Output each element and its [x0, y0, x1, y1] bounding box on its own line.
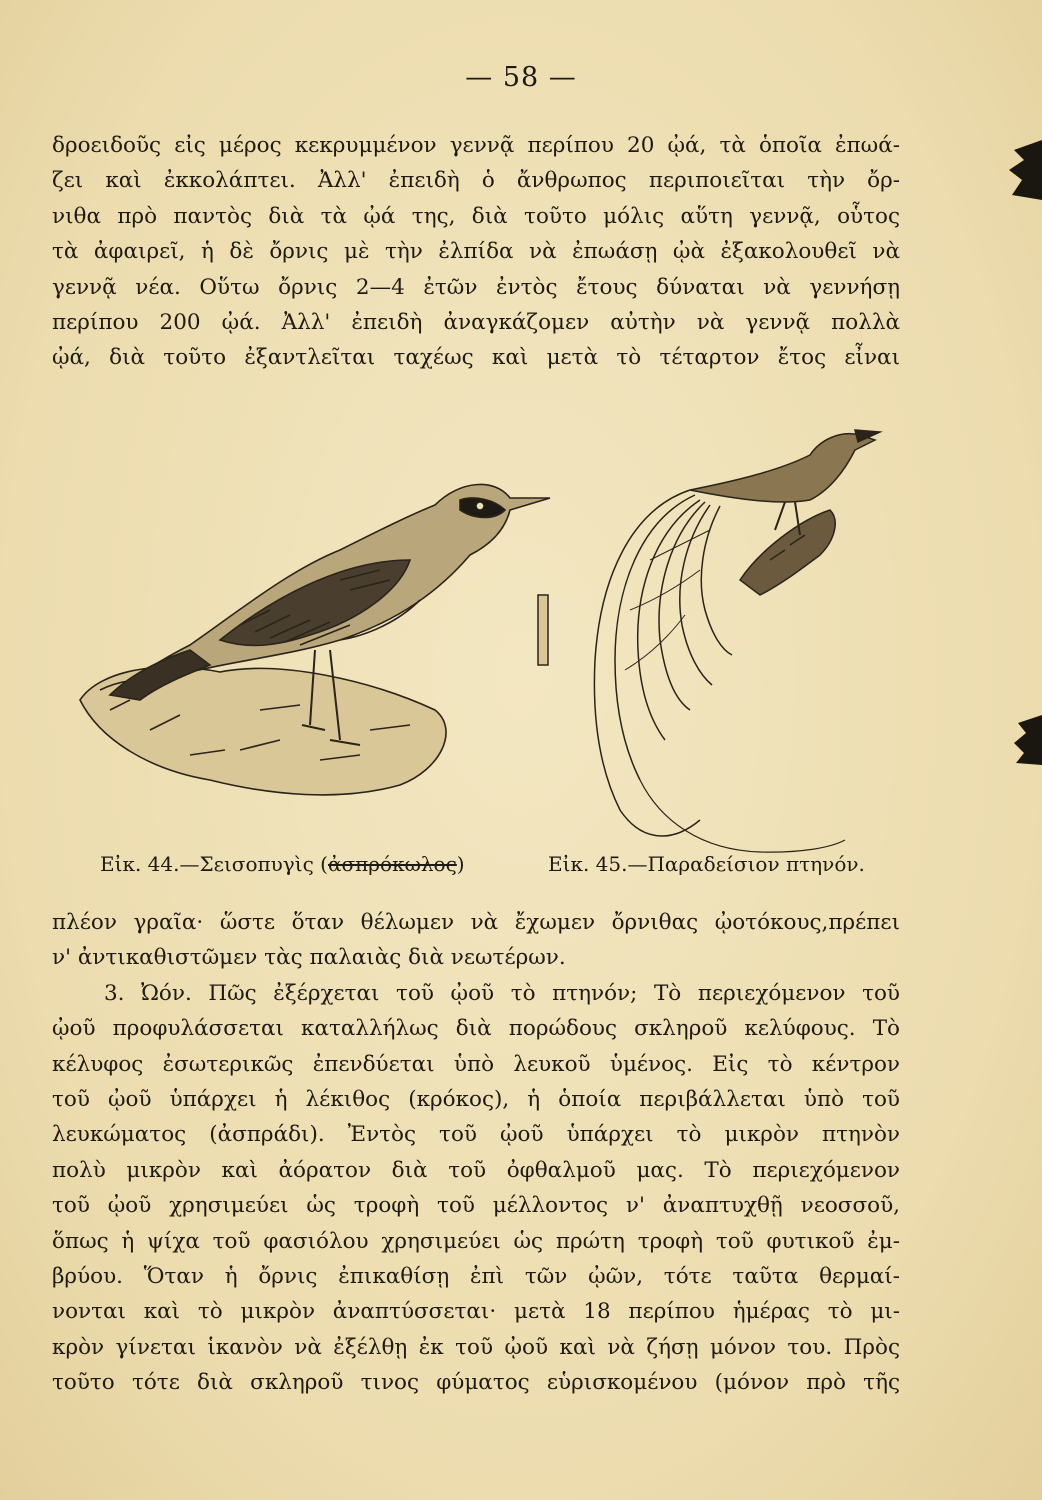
bird-of-paradise-illustration [538, 430, 880, 852]
text-line: ν' ἀντικαθιστῶμεν τὰς παλαιὰς διὰ νεωτέρων. [52, 945, 566, 971]
text-line: ὅπως ἡ ψίχα τοῦ φασιόλου χρησιμεύει ὡς πρώτη τροφὴ τοῦ φυτικοῦ ἐμ- [52, 1228, 900, 1254]
text-line: λευκώματος (ἀσπράδι). Ἐντὸς τοῦ ᾠοῦ ὑπάρχει τὸ μικρὸν πτηνὸν [52, 1122, 900, 1148]
text-line: τοῦ ᾠοῦ ὑπάρχει ἡ λέκιθος (κρόκος), ἡ ὁποία περιβάλλεται ὑπὸ τοῦ [52, 1087, 900, 1113]
caption-struck-text: ἀσπρόκωλος [327, 852, 457, 876]
text-line: κρὸν γίνεται ἱκανὸν νὰ ἐξέλθῃ ἐκ τοῦ ᾠοῦ καὶ νὰ ζήσῃ μόνον του. Πρὸς [52, 1334, 900, 1360]
text-line: πολὺ μικρὸν καὶ ἀόρατον διὰ τοῦ ὀφθαλμοῦ μας. Τὸ περιεχόμενον [52, 1157, 900, 1183]
text-line: τὰ ἀφαιρεῖ, ἡ δὲ ὄρνις μὲ τὴν ἐλπίδα νὰ ἐπωάσῃ ᾠὰ ἐξακολουθεῖ νὰ [52, 239, 900, 265]
text-line: ᾠοῦ προφυλάσσεται καταλλήλως διὰ πορώδους σκληροῦ κελύφους. Τὸ [52, 1016, 900, 1042]
text-line: πλέον γραῖα· ὥστε ὅταν θέλωμεν νὰ ἔχωμεν ὄρνιθας ᾠοτόκους,πρέπει [52, 910, 900, 935]
paragraph-bottom [52, 905, 900, 1401]
text-line: νιθα πρὸ παντὸς διὰ τὰ ᾠά της, διὰ τοῦτο μόλις αὕτη γεννᾷ, οὗτος [52, 203, 900, 229]
text-line: τοῦ ᾠοῦ χρησιμεύει ὡς τροφὴ τοῦ μέλλοντος ν' ἀναπτυχθῇ νεοσσοῦ, [52, 1193, 900, 1219]
section-heading-line: 3. Ὠόν. Πῶς ἐξέρχεται τοῦ ᾠοῦ τὸ πτηνόν; Τὸ περιεχόμενον τοῦ [104, 980, 900, 1006]
text-line: κέλυφος ἐσωτερικῶς ἐπενδύεται ὑπὸ λευκοῦ ὑμένος. Εἰς τὸ κέντρον [52, 1051, 900, 1077]
figure-44-caption [100, 852, 465, 876]
caption-text: Εἰκ. 44.—Σεισοπυγὶς ( [100, 852, 328, 876]
illustrations [40, 410, 1000, 855]
text-line: τοῦτο τότε διὰ σκληροῦ τινος φύματος εὑρισκομένου (μόνον πρὸ τῆς [52, 1370, 900, 1396]
text-line: ζει καὶ ἐκκολάπτει. Ἀλλ' ἐπειδὴ ὁ ἄνθρωπος περιποιεῖται τὴν ὄρ- [52, 168, 900, 194]
text-line: δροειδοῦς εἰς μέρος κεκρυμμένον γεννᾷ περίπου 20 ᾠά, τὰ ὁποῖα ἐπωά- [52, 133, 900, 158]
figure-45-caption: Εἰκ. 45.—Παραδείσιον πτηνόν. [548, 852, 865, 876]
text-line: περίπου 200 ᾠά. Ἀλλ' ἐπειδὴ ἀναγκάζομεν αὐτὴν νὰ γεννᾷ πολλὰ [52, 310, 900, 336]
text-line: νονται καὶ τὸ μικρὸν ἀναπτύσσεται· μετὰ 18 περίπου ἡμέρας τὸ μι- [52, 1299, 900, 1325]
caption-text: ) [456, 852, 465, 876]
page-tear-mark [1004, 715, 1042, 765]
text-line: γεννᾷ νέα. Οὕτω ὄρνις 2—4 ἐτῶν ἐντὸς ἔτους δύναται νὰ γεννήσῃ [52, 274, 900, 300]
text-line: βρύου. Ὅταν ἡ ὄρνις ἐπικαθίσῃ ἐπὶ τῶν ᾠῶν, τότε ταῦτα θερμαί- [52, 1264, 900, 1290]
page-tear-mark [1004, 140, 1042, 200]
paragraph-top [52, 128, 900, 376]
wagtail-illustration [80, 484, 550, 794]
page-number: — 58 — [465, 62, 577, 93]
text-line: ᾠά, διὰ τοῦτο ἐξαντλεῖται ταχέως καὶ μετὰ τὸ τέταρτον ἔτος εἶναι [52, 345, 900, 371]
